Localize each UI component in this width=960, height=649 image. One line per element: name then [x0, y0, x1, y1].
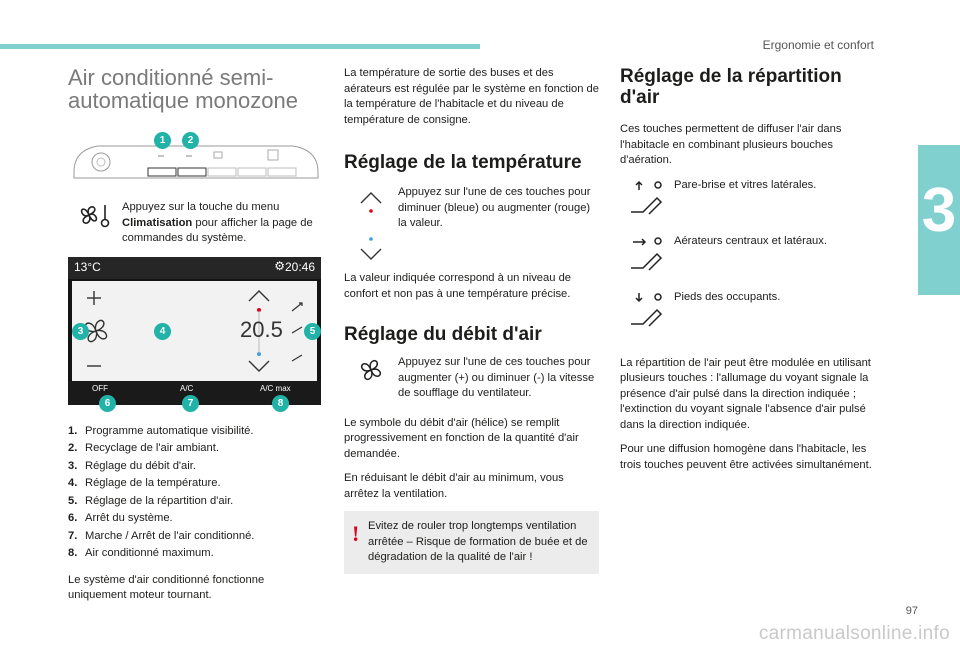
flow-instruction-text: Appuyez sur l'une de ces touches pour augmenter (+) ou diminuer (-) la vitesse de soufflage du ventilateur.: [398, 356, 595, 399]
badge-5: 5: [304, 323, 321, 340]
badge-3: 3: [72, 323, 89, 340]
menu-instruction: [68, 200, 323, 247]
distribution-intro: Ces touches permettent de diffuser l'air dans l'habitacle en combinant plusieurs bouches d'aération.: [620, 123, 842, 166]
flow-instruction: [344, 355, 599, 402]
fan-icon: [344, 355, 398, 385]
distribution-heading: Réglage de la répartition d'air: [620, 66, 842, 108]
list-item: 4. Réglage de la température.: [68, 477, 221, 489]
temp-instruction-text: Appuyez sur l'une de ces touches pour diminuer (bleue) ou augmenter (rouge) la valeur.: [398, 186, 591, 229]
watermark: carmanualsonline.info: [758, 623, 950, 644]
warning-icon: !: [352, 521, 360, 546]
badge-1: 1: [154, 132, 171, 149]
header-rule: [0, 44, 480, 49]
distribution-note-1: La répartition de l'air peut être modulée en utilisant plusieurs touches : l'allumage du voyant signale la présence d'air pulsé dans la direction indiquée ; l'extinction du voyant signale l'absence d'air pulsé dans la direction indiquée.: [620, 356, 871, 431]
list-item: 3. Réglage du débit d'air.: [68, 459, 196, 472]
temp-note: La valeur indiquée correspond à un niveau de confort et non pas à une température précise.: [344, 272, 572, 300]
touchscreen-illustration: [68, 257, 321, 409]
ac-button[interactable]: A/C: [180, 383, 194, 393]
list-item: 7. Marche / Arrêt de l'air conditionné.: [68, 529, 255, 542]
ac-max-button[interactable]: A/C max: [260, 383, 291, 393]
settings-gear-icon: ⚙: [274, 258, 285, 273]
engine-note: Le système d'air conditionné fonctionne uniquement moteur tournant.: [68, 573, 265, 601]
column-3: [620, 66, 875, 482]
temp-heading: Réglage de la température: [344, 152, 582, 173]
warning-box: [344, 511, 599, 574]
central-vents-air-icon: [620, 234, 674, 274]
page-number: 97: [905, 605, 918, 617]
column-1: [68, 66, 323, 613]
outside-temp: 13°C: [74, 259, 101, 274]
temp-chevrons-icon: [344, 185, 398, 265]
set-temperature: 20.5: [240, 316, 283, 342]
flow-note-2: En réduisant le débit d'air au minimum, vous arrêtez la ventilation.: [344, 472, 564, 500]
feet-air-icon: [620, 290, 674, 330]
climate-menu-icon: [68, 200, 122, 230]
list-item: 2. Recyclage de l'air ambiant.: [68, 442, 219, 454]
flow-note-1: Le symbole du débit d'air (hélice) se remplit progressivement en fonction de la quantité d'air demandée.: [344, 416, 579, 460]
distribution-central: [620, 234, 875, 286]
screen-status-bar: [68, 257, 321, 279]
badge-6: 6: [99, 395, 116, 412]
list-item: 5. Réglage de la répartition d'air.: [68, 494, 234, 507]
section-header: Ergonomie et confort: [762, 38, 874, 52]
flow-heading: Réglage du débit d'air: [344, 324, 542, 345]
chapter-number: 3: [921, 176, 957, 245]
distribution-feet: [620, 290, 875, 342]
badge-4: 4: [154, 323, 171, 340]
column-2: [344, 66, 599, 574]
control-panel-illustration: [68, 132, 323, 190]
off-button[interactable]: OFF: [92, 383, 108, 393]
windscreen-air-icon: [620, 178, 674, 218]
feature-list: [68, 423, 323, 563]
distribution-item: Pare-brise et vitres latérales.: [674, 178, 817, 191]
list-item: 1. Programme automatique visibilité.: [68, 424, 254, 437]
page-title: Air conditionné semi-automatique monozone: [68, 65, 298, 113]
badge-2: 2: [182, 132, 199, 149]
list-item: 8. Air conditionné maximum.: [68, 547, 214, 559]
warning-text: Evitez de rouler trop longtemps ventilation arrêtée – Risque de formation de buée et de dégradation de la qualité de l'air !: [368, 520, 588, 563]
clock: 20:46: [284, 259, 315, 274]
badge-7: 7: [182, 395, 199, 412]
chapter-tab: [918, 145, 960, 295]
temp-intro: La température de sortie des buses et des aérateurs est régulée par le système en fonction de la température de l'habitacle et du niveau de température de consigne.: [344, 67, 599, 126]
menu-text-post: pour afficher la page de commandes du système.: [122, 216, 313, 244]
distribution-item: Pieds des occupants.: [674, 290, 781, 303]
menu-text-bold: Climatisation: [122, 216, 193, 229]
distribution-windscreen: [620, 178, 875, 230]
badge-8: 8: [272, 395, 289, 412]
screen-main-area: [72, 281, 317, 381]
menu-text-pre: Appuyez sur la touche du menu: [122, 201, 280, 213]
distribution-item: Aérateurs centraux et latéraux.: [674, 234, 827, 247]
list-item: 6. Arrêt du système.: [68, 512, 173, 524]
distribution-note-2: Pour une diffusion homogène dans l'habitacle, les trois touches peuvent être activées simultanément.: [620, 443, 872, 471]
temp-instruction: [344, 185, 599, 265]
